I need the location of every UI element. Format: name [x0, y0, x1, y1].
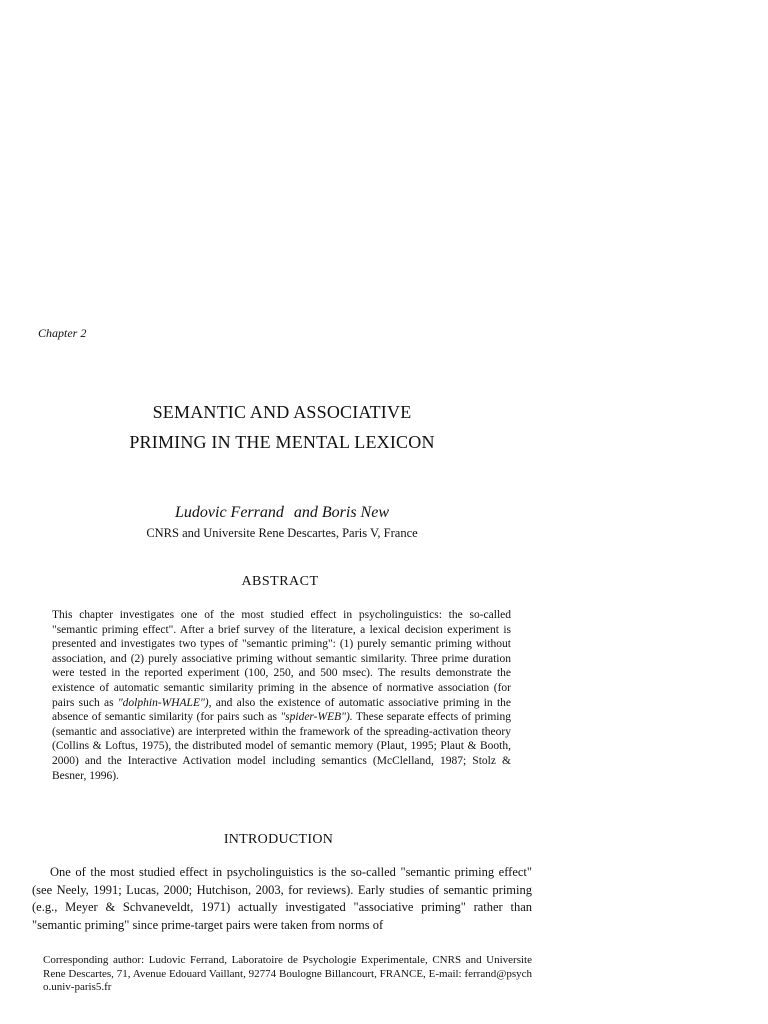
corresponding-author-footnote [43, 954, 532, 995]
title-line-2: PRIMING IN THE MENTAL LEXICON [129, 432, 435, 452]
abstract-text-2: and also the existence of automatic associative priming in the absence of semantic similarity (for pairs such as [52, 696, 512, 724]
chapter-label: Chapter 2 [38, 326, 87, 340]
abstract-heading: ABSTRACT [241, 574, 319, 589]
abstract-text-3: These separate effects of priming (semantic and associative) are interpreted within the framework of the spreading-activation theory (Collins & Loftus, 1975), the distributed model of semantic memory (Plaut, 1995; Plaut & Booth, 2000) and the Interactive Activation model including semantics (McClelland, 1987; Stolz & Besner, 1996). [52, 711, 511, 782]
abstract-example-2: "spider-WEB"). [280, 711, 353, 724]
footnote-text: Corresponding author: Ludovic Ferrand, Laboratoire de Psychologie Experimentale, CNRS and Universite Rene Descartes, 71, Avenue Edouard Vaillant, 92774 Boulogne Billancourt, FRANCE, E-mail: [43, 954, 532, 980]
author-1: Ludovic Ferrand [175, 504, 284, 521]
introduction-paragraph: One of the most studied effect in psycholinguistics is the so-called "semantic priming effect" (see Neely, 1991; Lucas, 2000; Hutchison, 2003, for reviews). Early studies of semantic priming (e.g., Meyer & Schvaneveldt, 1971) actually investigated "associative priming" rather than "semantic priming" since prime-target pairs were taken from norms of [32, 865, 532, 932]
author-list [0, 504, 564, 522]
author-2: and Boris New [293, 504, 389, 521]
title-line-1: SEMANTIC AND ASSOCIATIVE [152, 402, 412, 422]
affiliation: CNRS and Universite Rene Descartes, Paris V, France [146, 526, 418, 540]
abstract-example-1: "dolphin-WHALE"), [117, 696, 212, 709]
footnote-email: ferrand@psycho.univ-paris5.fr [43, 967, 532, 994]
abstract-body [52, 608, 511, 783]
abstract-text-1: This chapter investigates one of the most studied effect in psycholinguistics: the so-called "semantic priming effect". After a brief survey of the literature, a lexical decision experiment is presented and investigates two types of "semantic priming": (1) purely semantic priming without association, and (2) purely associative priming without semantic similarity. Three prime duration were tested in the reported experiment (100, 250, and 500 msec). The results demonstrate the existence of automatic semantic similarity priming in the absence of normative association (for pairs such as [52, 609, 511, 709]
paper-title [0, 397, 564, 457]
introduction-heading: INTRODUCTION [223, 832, 334, 847]
